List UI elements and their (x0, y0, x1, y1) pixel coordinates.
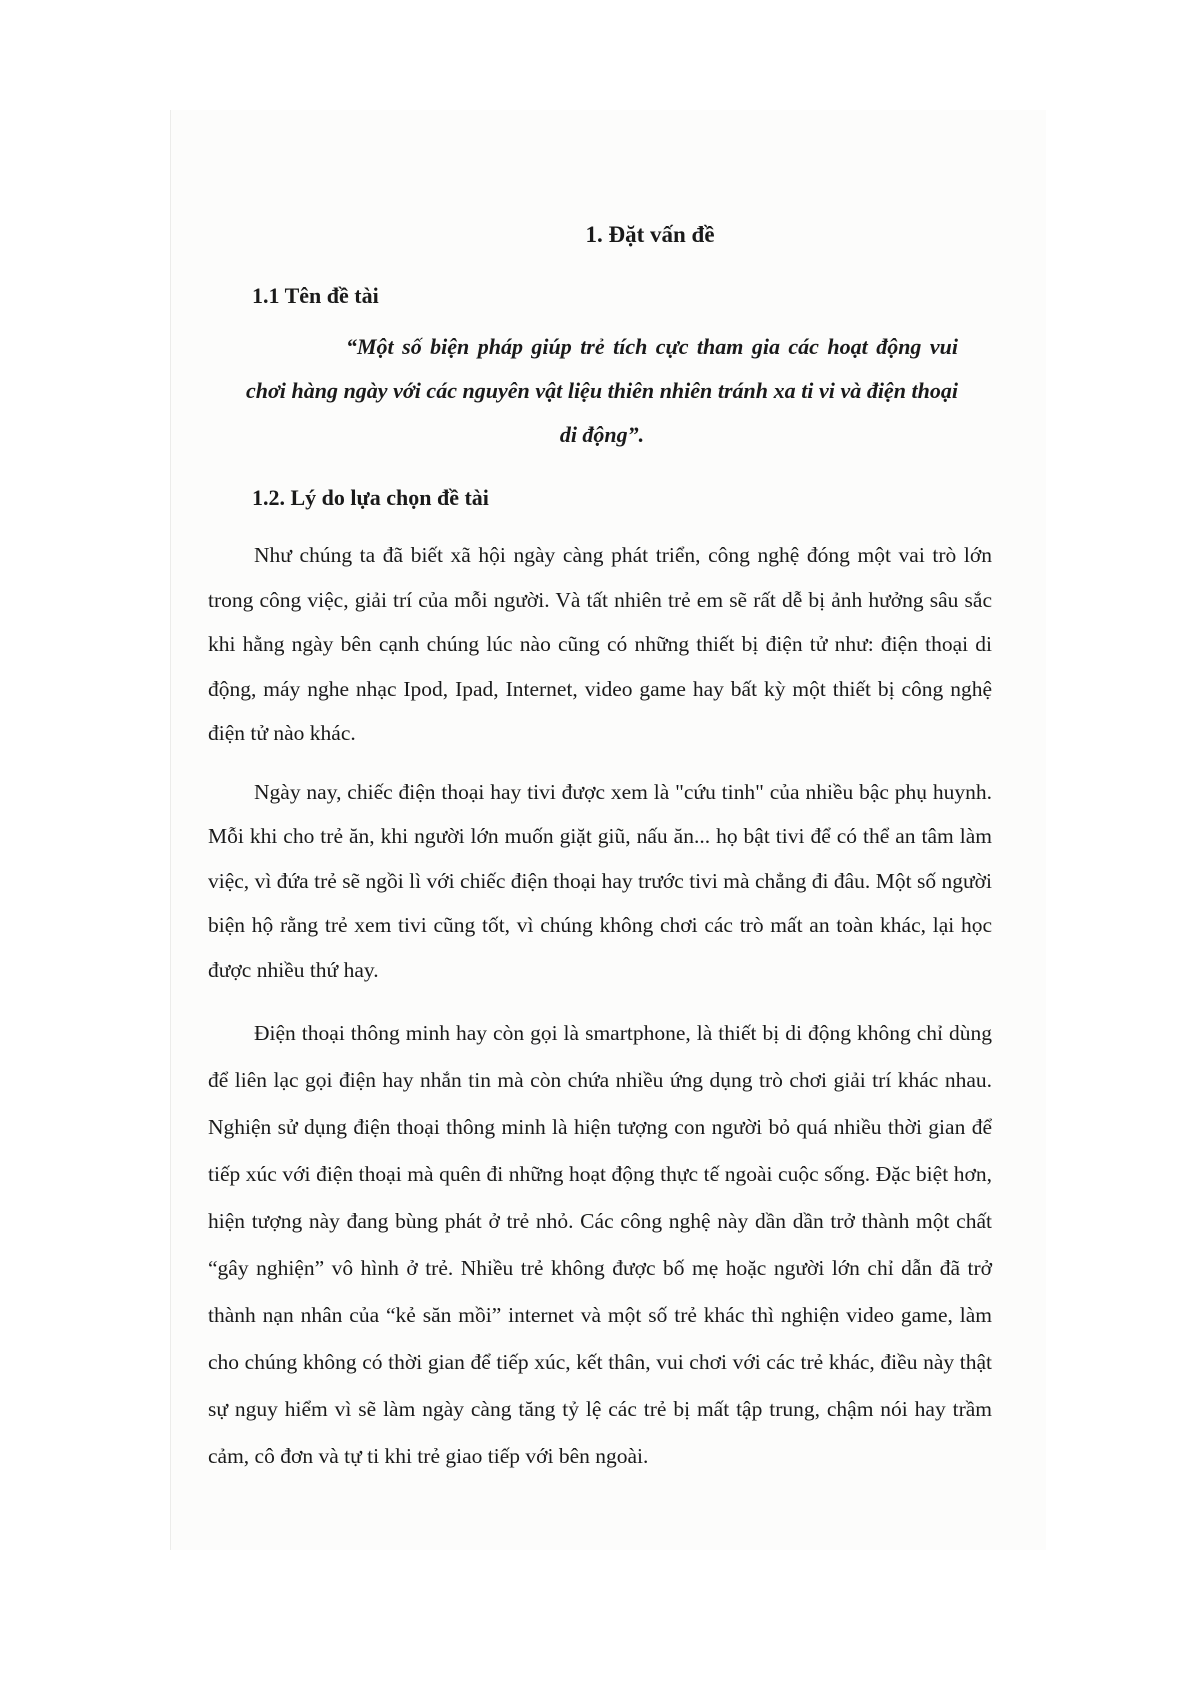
section-title: 1. Đặt vấn đề (585, 222, 715, 247)
paragraph-smartphone-addiction: Điện thoại thông minh hay còn gọi là smartphone, là thiết bị di động không chỉ dùng để liên lạc gọi điện hay nhắn tin mà còn chứa nhiều ứng dụng trò chơi giải trí khác nhau. Nghiện sử dụng điện thoại thông minh là hiện tượng con người bỏ quá nhiều thời gian để tiếp xúc với điện thoại mà quên đi những hoạt động thực tế ngoài cuộc sống. Đặc biệt hơn, hiện tượng này đang bùng phát ở trẻ nhỏ. Các công nghệ này dần dần trở thành một chất “gây nghiện” vô hình ở trẻ. Nhiều trẻ không được bố mẹ hoặc người lớn chỉ dẫn đã trở thành nạn nhân của “kẻ săn mồi” internet và một số trẻ khác thì nghiện video game, làm cho chúng không có thời gian để tiếp xúc, kết thân, vui chơi với các trẻ khác, điều này thật sự nguy hiểm vì sẽ làm ngày càng tăng tỷ lệ các trẻ bị mất tập trung, chậm nói hay trầm cảm, cô đơn và tự ti khi trẻ giao tiếp với bên ngoài. (208, 1021, 992, 1468)
document-body (208, 205, 992, 1480)
paragraph-technology-impact: Như chúng ta đã biết xã hội ngày càng phát triển, công nghệ đóng một vai trò lớn trong công việc, giải trí của mỗi người. Và tất nhiên trẻ em sẽ rất dễ bị ảnh hưởng sâu sắc khi hằng ngày bên cạnh chúng lúc nào cũng có những thiết bị điện tử như: điện thoại di động, máy nghe nhạc Ipod, Ipad, Internet, video game hay bất kỳ một thiết bị công nghệ điện tử nào khác. (208, 543, 992, 745)
subsection-heading-reason: 1.2. Lý do lựa chọn đề tài (252, 485, 489, 510)
paragraph-phone-tv-savior: Ngày nay, chiếc điện thoại hay tivi được xem là "cứu tinh" của nhiều bậc phụ huynh. Mỗi khi cho trẻ ăn, khi người lớn muốn giặt giũ, nấu ăn... họ bật tivi để có thể an tâm làm việc, vì đứa trẻ sẽ ngồi lì với chiếc điện thoại hay trước tivi mà chẳng đi đâu. Một số người biện hộ rằng trẻ xem tivi cũng tốt, vì chúng không chơi các trò mất an toàn khác, lại học được nhiều thứ hay. (208, 779, 992, 982)
subsection-heading-topic-name: 1.1 Tên đề tài (252, 283, 379, 308)
topic-title: “Một số biện pháp giúp trẻ tích cực tham gia các hoạt động vui chơi hàng ngày với các nguyên vật liệu thiên nhiên tránh xa ti vi và điện thoại di động”. (246, 334, 958, 447)
